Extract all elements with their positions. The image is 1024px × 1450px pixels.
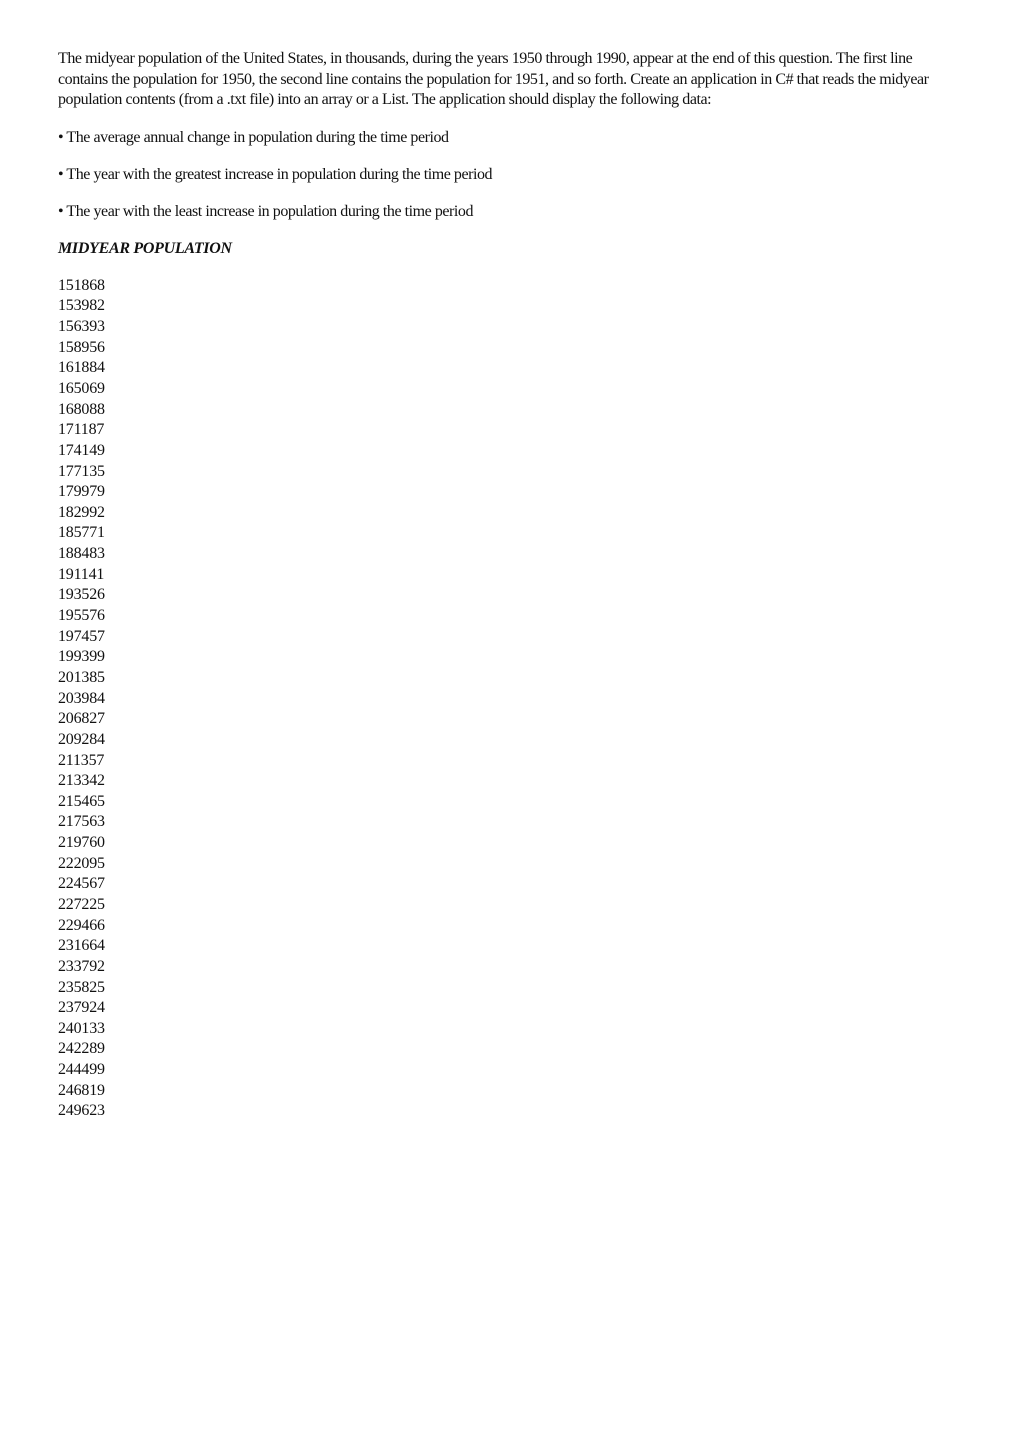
population-value: 235825 [58,978,105,996]
population-value: 177135 [58,462,105,480]
population-value: 206827 [58,710,105,728]
population-value: 174149 [58,441,105,459]
population-value: 161884 [58,359,105,377]
population-value: 182992 [58,503,105,521]
population-value: 249623 [58,1102,105,1120]
population-value: 237924 [58,999,105,1017]
population-value: 197457 [58,627,105,645]
population-value: 222095 [58,854,105,872]
population-value: 151868 [58,276,105,294]
population-value: 153982 [58,297,105,315]
population-value: 179979 [58,483,105,501]
population-value: 209284 [58,730,105,748]
population-value: 188483 [58,545,105,563]
bullet-least-increase: • The year with the least increase in population during the time period [58,202,474,220]
population-value: 191141 [58,565,105,583]
population-value: 229466 [58,916,105,934]
population-value: 219760 [58,834,105,852]
population-value: 195576 [58,607,105,625]
population-value: 168088 [58,400,105,418]
question-intro: The midyear population of the United States, in thousands, during the years 1950 through 1990, appear at the end of this question. The first line contains the population for 1950, the second line contains the population for 1951, and so forth. Create an application in C# that reads the midyear population contents (from a .txt file) into an array or a List. The application should display the following data: [58,50,929,109]
population-heading: MIDYEAR POPULATION [58,239,232,257]
population-value: 158956 [58,338,105,356]
population-value: 227225 [58,896,105,913]
population-value: 215465 [58,792,105,810]
population-value: 240133 [58,1019,105,1037]
population-value: 185771 [58,524,105,542]
bullet-greatest-increase: • The year with the greatest increase in population during the time period [58,165,493,183]
population-value: 193526 [58,586,105,604]
population-value: 246819 [58,1081,105,1099]
population-value: 199399 [58,648,105,666]
population-value: 231664 [58,937,105,955]
population-value: 242289 [58,1040,105,1058]
population-value: 224567 [58,875,105,893]
population-value: 211357 [58,751,105,769]
population-value: 244499 [58,1061,105,1079]
population-value: 201385 [58,668,105,686]
population-value: 156393 [58,318,105,336]
bullet-average-change: • The average annual change in population during the time period [58,128,449,146]
population-value: 203984 [58,689,105,707]
population-value: 165069 [58,379,105,397]
population-value: 171187 [58,421,105,439]
population-value: 213342 [58,772,105,790]
population-value: 217563 [58,813,105,831]
population-value: 233792 [58,957,105,975]
population-list [58,276,958,1122]
document-page [58,49,958,1122]
